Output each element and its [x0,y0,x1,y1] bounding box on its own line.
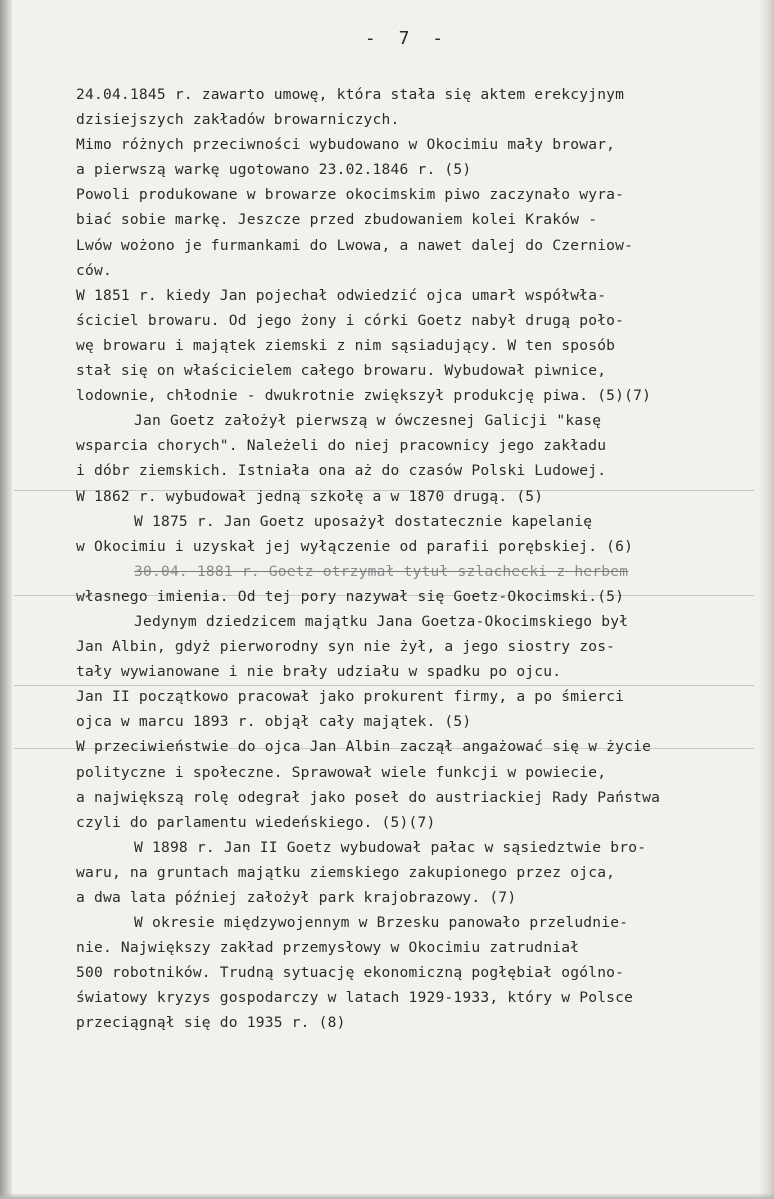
text-line: Mimo różnych przeciwności wybudowano w Okocimiu mały browar, [76,136,616,154]
text-line: waru, na gruntach majątku ziemskiego zakupionego przez ojca, [76,863,616,881]
text-line: 24.04.1845 r. zawarto umowę, która stała się aktem erekcyjnym [76,86,625,103]
text-line: wsparcia chorych". Należeli do niej pracownicy jego zakładu [76,437,607,455]
scan-bottom-edge [0,1193,774,1199]
text-line: i dóbr ziemskich. Istniała ona aż do czasów Polski Ludowej. [76,462,607,480]
text-line: a pierwszą warkę ugotowano 23.02.1846 r. (5) [76,161,472,179]
text-line: stał się on właścicielem całego browaru. Wybudował piwnice, [76,362,607,380]
text-line: własnego imienia. Od tej pory nazywał się Goetz-Okocimski.(5) [76,587,625,605]
text-line: W okresie międzywojennym w Brzesku panowało przeludnie- [134,914,629,932]
text-line: W 1875 r. Jan Goetz uposażył dostatecznie kapelanię [134,512,593,530]
text-line: światowy kryzys gospodarczy w latach 1929-1933, który w Polsce [76,989,634,1007]
text-line: ców. [76,261,112,279]
text-line: ojca w marcu 1893 r. objął cały majątek. (5) [76,713,472,731]
text-line: Lwów wożono je furmankami do Lwowa, a nawet dalej do Czerniow- [76,236,634,254]
text-line: tały wywianowane i nie brały udziału w spadku po ojcu. [76,663,562,681]
text-line: wę browaru i majątek ziemski z nim sąsiadujący. W ten sposób [76,336,616,354]
text-line: W 1851 r. kiedy Jan pojechał odwiedzić ojca umarł współwła- [76,286,607,304]
text-line: przeciągnął się do 1935 r. (8) [76,1014,346,1032]
text-line: Powoli produkowane w browarze okocimskim piwo zaczynało wyra- [76,186,625,204]
text-line: a największą rolę odegrał jako poseł do austriackiej Rady Państwa [76,788,661,806]
text-line: Jan Goetz założył pierwszą w ówczesnej Galicji "kasę [134,412,602,430]
text-line: czyli do parlamentu wiedeńskiego. (5)(7) [76,813,436,831]
text-line: w Okocimiu i uzyskał jej wyłączenie od parafii porębskiej. (6) [76,537,634,555]
text-line: biać sobie markę. Jeszcze przed zbudowaniem kolei Kraków - [76,211,598,229]
text-line: a dwa lata później założył park krajobrazowy. (7) [76,889,517,906]
body-text [76,82,766,1036]
text-line: ściciel browaru. Od jego żony i córki Goetz nabył drugą poło- [76,311,625,329]
text-line: W 1862 r. wybudował jedną szkołę a w 1870 drugą. (5) [76,487,544,505]
text-line: lodownie, chłodnie - dwukrotnie zwiększył produkcję piwa. (5)(7) [76,387,652,405]
text-line: Jedynym dziedzicem majątku Jana Goetza-Okocimskiego był [134,612,629,630]
text-line: nie. Największy zakład przemysłowy w Okocimiu zatrudniał [76,939,580,957]
text-line: W 1898 r. Jan II Goetz wybudował pałac w sąsiedztwie bro- [134,838,647,856]
text-line: Jan Albin, gdyż pierworodny syn nie żył, a jego siostry zos- [76,638,616,656]
text-line: dzisiejszych zakładów browarniczych. [76,111,400,129]
text-line: W przeciwieństwie do ojca Jan Albin zaczął angażować się w życie [76,738,652,756]
text-line: 500 robotników. Trudną sytuację ekonomiczną pogłębiał ogólno- [76,964,625,982]
text-line: Jan II początkowo pracował jako prokurent firmy, a po śmierci [76,688,625,706]
text-line: 30.04. 1881 r. Goetz otrzymał tytuł szlachecki z herbem [134,562,629,580]
text-line: polityczne i społeczne. Sprawował wiele funkcji w powiecie, [76,763,607,781]
page-number: - 7 - [364,28,450,49]
scan-left-margin-shadow [0,0,12,1199]
